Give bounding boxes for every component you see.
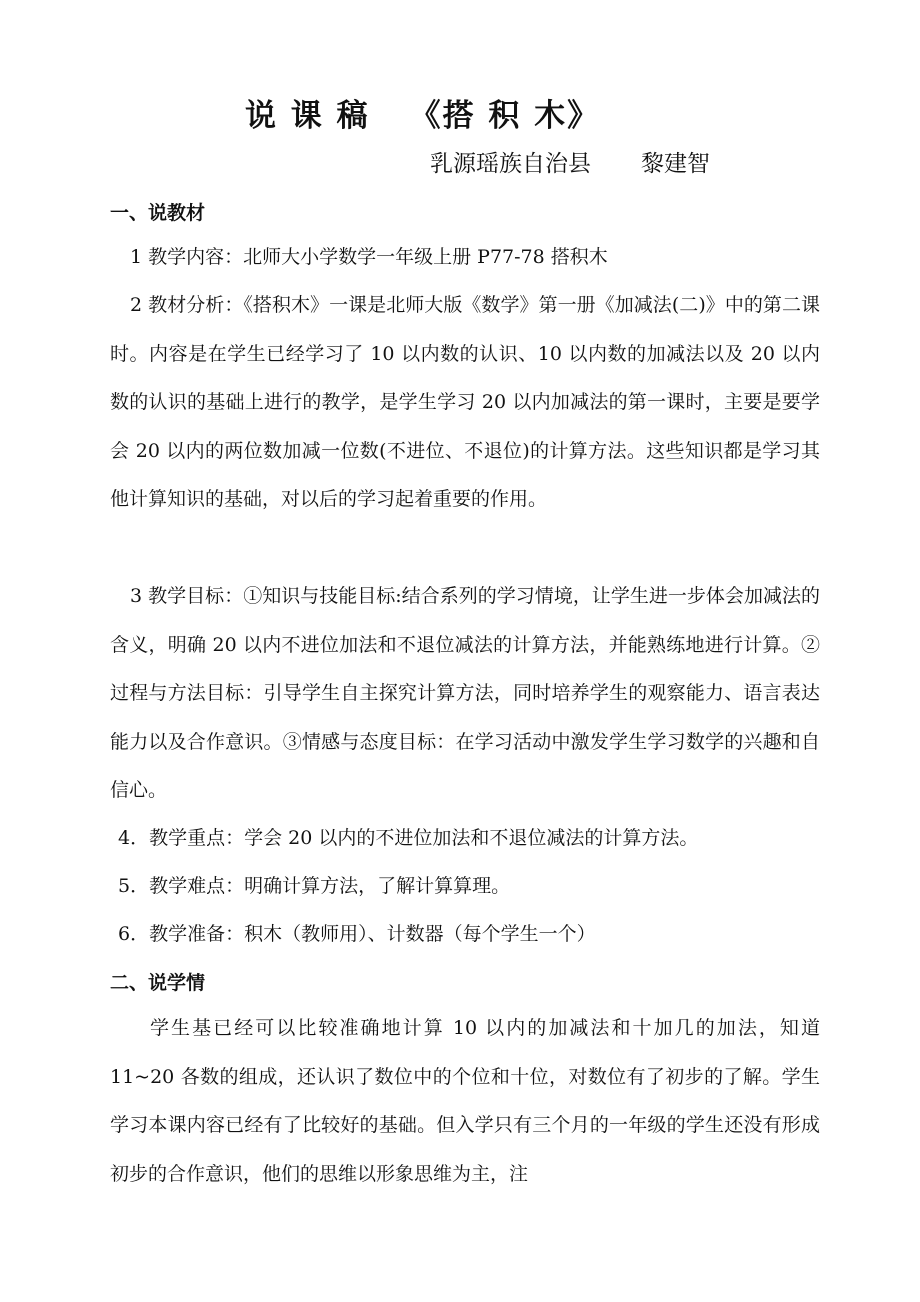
title-text: 说 课 稿: [245, 98, 370, 134]
lesson-title: 《搭 积 木》: [409, 98, 601, 134]
document-title: [245, 90, 600, 135]
paragraph-textbook-analysis: 2 教材分析：《搭积木》一课是北师大版《数学》第一册《加减法(二)》中的第二课时。内容是在学生已经学习了 10 以内数的认识、10 以内数的加减法以及 20 以内数的认识的基础上进行的教学，是学生学习 20 以内加减法的第一课时，主要是要学会 20 以内的两位数加减一位数(不进位、不退位)的计算方法。这些知识都是学习其他计算知识的基础，对以后的学习起着重要的作用。: [110, 294, 820, 510]
section-heading-students: 二、说学情: [110, 972, 206, 994]
author-place: 乳源瑶族自治县: [430, 151, 591, 177]
section-heading-textbook: 一、说教材: [110, 202, 206, 224]
paragraph-student-situation: 学生基已经可以比较准确地计算 10 以内的加减法和十加几的加法，知道 11~20 各数的组成，还认识了数位中的个位和十位，对数位有了初步的了解。学生学习本课内容已经有了比较好的基础。但入学只有三个月的一年级的学生还没有形成初步的合作意识，他们的思维以形象思维为主，注: [110, 1017, 820, 1185]
paragraph-teaching-goals: 3 教学目标：①知识与技能目标:结合系列的学习情境，让学生进一步体会加减法的含义，明确 20 以内不进位加法和不退位减法的计算方法，并能熟练地进行计算。②过程与方法目标：引导学生自主探究计算方法，同时培养学生的观察能力、语言表达能力以及合作意识。③情感与态度目标：在学习活动中激发学生学习数学的兴趣和自信心。: [110, 585, 820, 801]
paragraph-preparation: 6．教学准备：积木（教师用）、计数器（每个学生一个）: [118, 923, 596, 945]
author-name: 黎建智: [641, 151, 710, 177]
paragraph-teaching-content: 1 教学内容：北师大小学数学一年级上册 P77-78 搭积木: [130, 246, 608, 268]
paragraph-key-points: 4．教学重点：学会 20 以内的不进位加法和不退位减法的计算方法。: [118, 827, 699, 849]
author-line: [430, 145, 710, 178]
paragraph-difficult-points: 5．教学难点：明确计算方法，了解计算算理。: [118, 875, 511, 897]
